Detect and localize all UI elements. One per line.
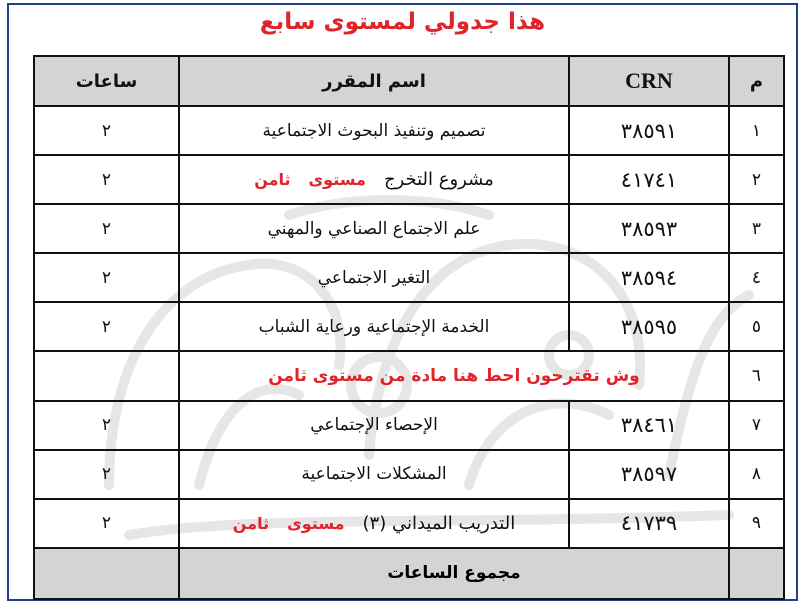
total-hours-label: مجموع الساعات [179,548,729,599]
row-hours: ٢ [34,155,179,204]
table-row [34,302,784,351]
table-row [34,499,784,548]
row-hours: ٢ [34,302,179,351]
row-course-cell [179,155,569,204]
table-footer-row [34,548,784,599]
row-note-cell [179,351,729,400]
row-num: ٤ [729,253,784,302]
table-row [34,401,784,450]
row-course-cell [179,499,569,548]
row-hours: ٢ [34,450,179,499]
row-num: ٦ [729,351,784,400]
header-num: م [729,56,784,106]
row-num: ٧ [729,401,784,450]
total-hours-value [34,548,179,599]
page-frame [7,3,798,601]
table-row [34,351,784,400]
table-row [34,253,784,302]
row-crn: ٣٨٤٦١ [569,401,729,450]
row-course: مشروع التخرج [383,169,494,191]
row-course: التغير الاجتماعي [179,253,569,302]
row-note-eighth: ثامن [254,170,291,190]
row-crn: ٣٨٥٩٧ [569,450,729,499]
row-course: الإحصاء الإجتماعي [179,401,569,450]
row-note-level: مستوى [287,513,345,533]
row-crn: ٣٨٥٩١ [569,106,729,155]
row-num: ٢ [729,155,784,204]
row-crn: ٣٨٥٩٤ [569,253,729,302]
header-hours: ساعات [34,56,179,106]
row-hours: ٢ [34,204,179,253]
table-row [34,155,784,204]
row-course: المشكلات الاجتماعية [179,450,569,499]
table-row [34,204,784,253]
row-hours: ٢ [34,106,179,155]
row-crn: ٣٨٥٩٣ [569,204,729,253]
row-hours: ٢ [34,499,179,548]
table-header-row [34,56,784,106]
row-num: ٥ [729,302,784,351]
row-course: التدريب الميداني (٣) [362,512,516,534]
table-row [34,450,784,499]
footer-empty [729,548,784,599]
row-num: ١ [729,106,784,155]
row-course: الخدمة الإجتماعية ورعاية الشباب [179,302,569,351]
row-hours: ٢ [34,253,179,302]
row-note: وش تقترحون احط هنا مادة من مستوى ثامن [268,366,640,387]
row-hours: ٢ [34,401,179,450]
row-course: علم الاجتماع الصناعي والمهني [179,204,569,253]
row-num: ٩ [729,499,784,548]
row-hours-empty [34,351,179,400]
page-title: هذا جدولي لمستوى سابع [259,9,546,35]
header-crn: CRN [569,56,729,106]
schedule-table [33,55,785,600]
row-num: ٣ [729,204,784,253]
row-course: تصميم وتنفيذ البحوث الاجتماعية [179,106,569,155]
row-num: ٨ [729,450,784,499]
row-crn: ٣٨٥٩٥ [569,302,729,351]
row-crn: ٤١٧٤١ [569,155,729,204]
row-crn: ٤١٧٣٩ [569,499,729,548]
row-note-eighth: ثامن [232,513,270,533]
header-course: اسم المقرر [179,56,569,106]
table-row [34,106,784,155]
row-note-level: مستوى [308,170,366,190]
